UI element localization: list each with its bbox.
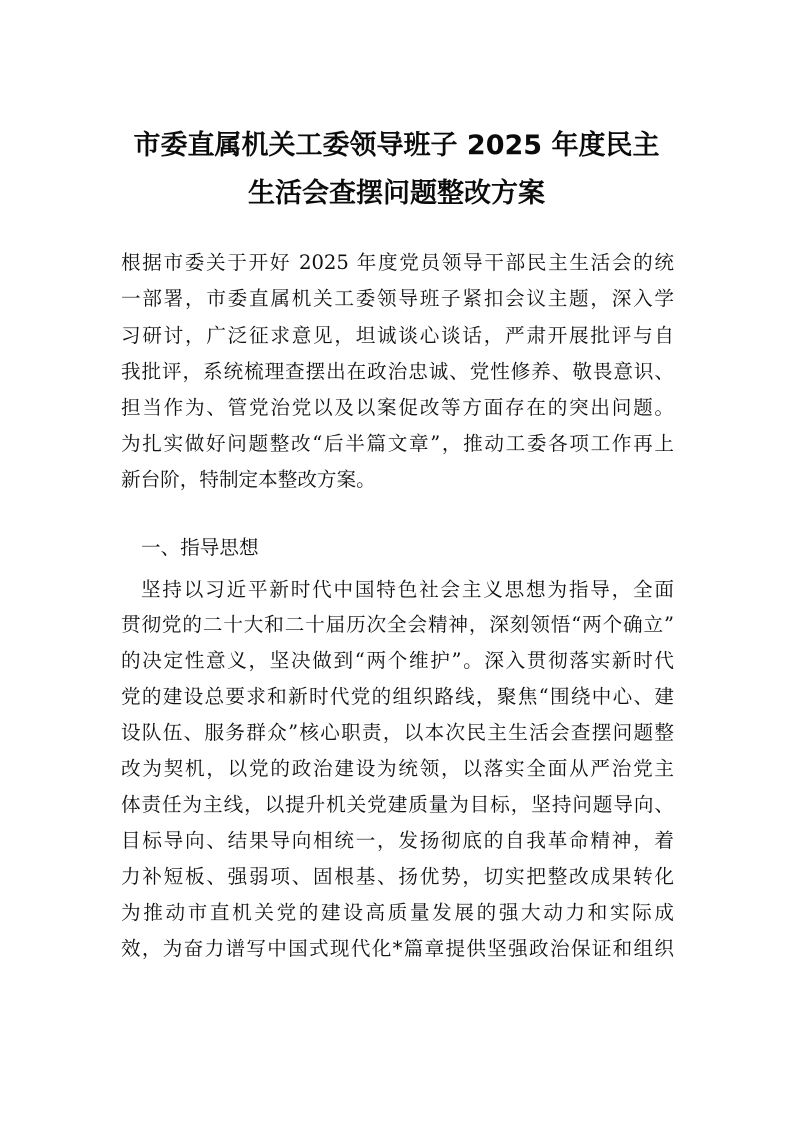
paragraph-2-line-1: 坚持以习近平新时代中国特色社会主义思想为指导，全面 — [141, 578, 674, 601]
paragraph-2-line-4: 党的建设总要求和新时代党的组织路线，聚焦“围绕中心、建 — [121, 685, 674, 708]
document-title — [110, 122, 683, 218]
section-1-heading: 一、指导思想 — [141, 536, 259, 559]
paragraph-2-line-11: 效，为奋力谱写中国式现代化*篇章提供坚强政治保证和组织 — [121, 937, 674, 960]
paragraph-2-line-9: 力补短板、强弱项、固根基、扬优势，切实把整改成果转化 — [121, 865, 674, 888]
title-line-2: 生活会查摆问题整改方案 — [248, 178, 545, 209]
paragraph-2-line-10: 为推动市直机关党的建设高质量发展的强大动力和实际成 — [121, 901, 674, 924]
title-line-1: 市委直属机关工委领导班子 2025 年度民主 — [133, 130, 660, 161]
paragraph-2-line-2: 贯彻党的二十大和二十届历次全会精神，深刻领悟“两个确立” — [121, 613, 674, 636]
paragraph-1-line-3: 习研讨，广泛征求意见，坦诚谈心谈话，严肃开展批评与自 — [121, 324, 674, 347]
paragraph-1-line-2: 一部署，市委直属机关工委领导班子紧扣会议主题，深入学 — [121, 287, 674, 310]
paragraph-1-line-4: 我批评，系统梳理查摆出在政治忠诚、党性修养、敬畏意识、 — [121, 360, 674, 383]
paragraph-2-line-5: 设队伍、服务群众”核心职责，以本次民主生活会查摆问题整 — [121, 721, 674, 744]
paragraph-1-line-5: 担当作为、管党治党以及以案促改等方面存在的突出问题。 — [121, 396, 674, 419]
paragraph-2-line-6: 改为契机，以党的政治建设为统领，以落实全面从严治党主 — [121, 757, 674, 780]
paragraph-2-line-8: 目标导向、结果导向相统一，发扬彻底的自我革命精神，着 — [121, 829, 674, 852]
paragraph-1-line-1: 根据市委关于开好 2025 年度党员领导干部民主生活会的统 — [121, 251, 674, 274]
paragraph-1-line-7: 新台阶，特制定本整改方案。 — [121, 468, 376, 491]
paragraph-2-line-7: 体责任为主线，以提升机关党建质量为目标，坚持问题导向、 — [121, 793, 674, 816]
paragraph-1-line-6: 为扎实做好问题整改“后半篇文章”，推动工委各项工作再上 — [121, 432, 674, 455]
paragraph-2-line-3: 的决定性意义，坚决做到“两个维护”。深入贯彻落实新时代 — [121, 649, 674, 672]
